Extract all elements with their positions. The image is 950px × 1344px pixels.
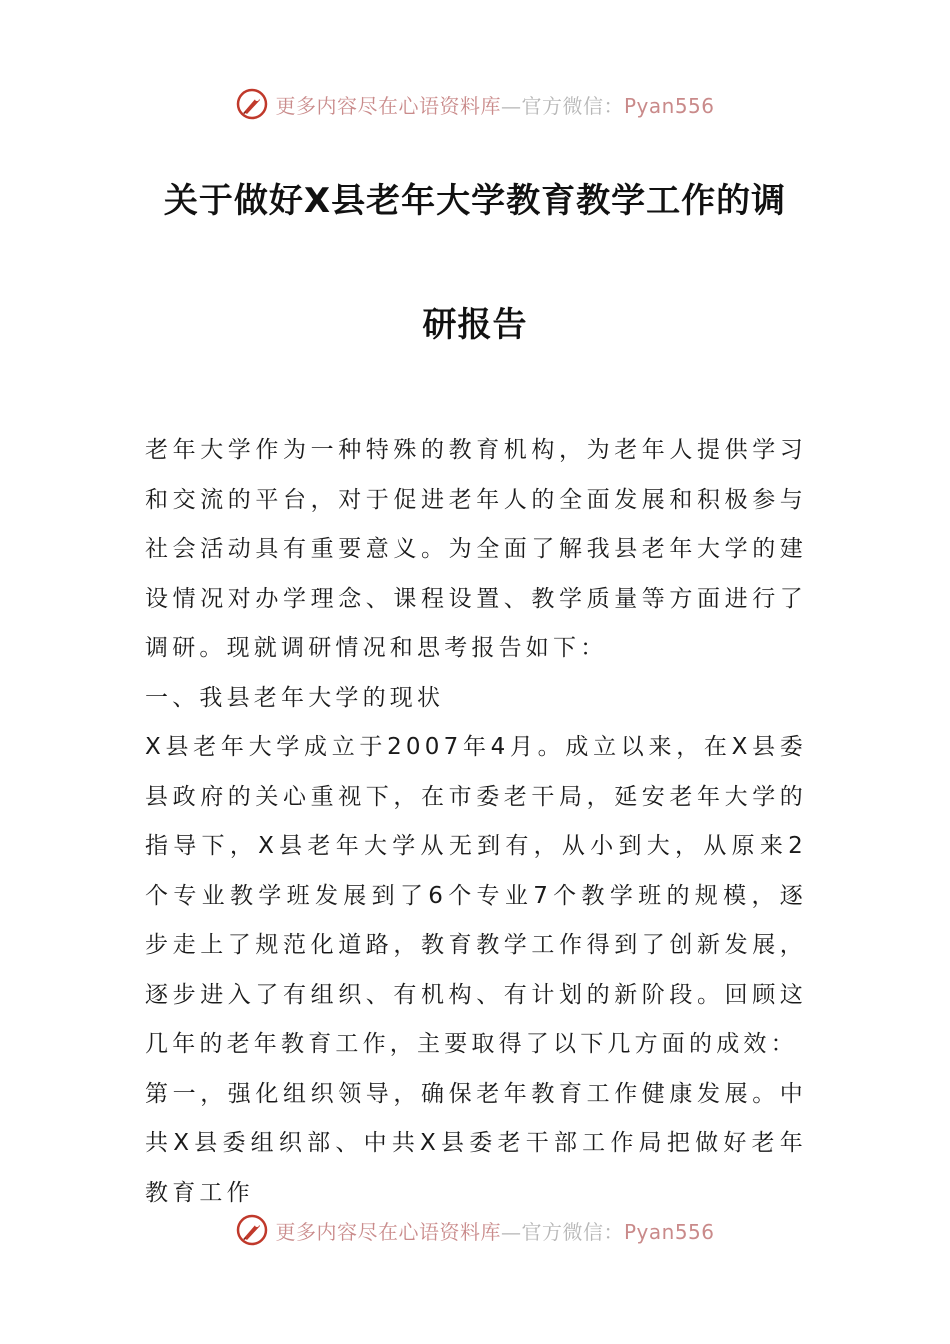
intro-paragraph: 老年大学作为一种特殊的教育机构，为老年人提供学习和交流的平台，对于促进老年人的全面发展和积极参与社会活动具有重要意义。为全面了解我县老年大学的建设情况对办学理念、课程设置、教学质量等方面进行了调研。现就调研情况和思考报告如下：	[145, 437, 807, 661]
section-heading: 一、我县老年大学的现状	[145, 684, 445, 711]
watermark-text: 更多内容尽在心语资料库—官方微信：Pyan556	[275, 93, 715, 118]
status-paragraph: X县老年大学成立于2007年4月。成立以来，在X县委县政府的关心重视下，在市委老干局，延安老年大学的指导下，X县老年大学从无到有，从小到大，从原来2个专业教学班发展到了6个专业7个教学班的规模，逐步走上了规范化道路，教育教学工作得到了创新发展，逐步进入了有组织、有机构、有计划的新阶段。回顾这几年的老年教育工作，主要取得了以下几方面的成效：	[145, 734, 807, 1057]
header-watermark	[0, 84, 950, 124]
document-body	[145, 426, 807, 1218]
watermark-text: 更多内容尽在心语资料库—官方微信：Pyan556	[275, 1219, 715, 1244]
pen-nib-logo-icon	[235, 87, 269, 121]
pen-nib-logo-icon	[235, 1213, 269, 1247]
document-title-line-1: 关于做好X县老年大学教育教学工作的调	[163, 181, 787, 221]
first-point-paragraph: 第一，强化组织领导，确保老年教育工作健康发展。中共X县委组织部、中共X县委老干部工作局把做好老年教育工作	[145, 1080, 807, 1206]
document-title-line-2: 研报告	[422, 305, 528, 345]
footer-watermark	[0, 1210, 950, 1250]
